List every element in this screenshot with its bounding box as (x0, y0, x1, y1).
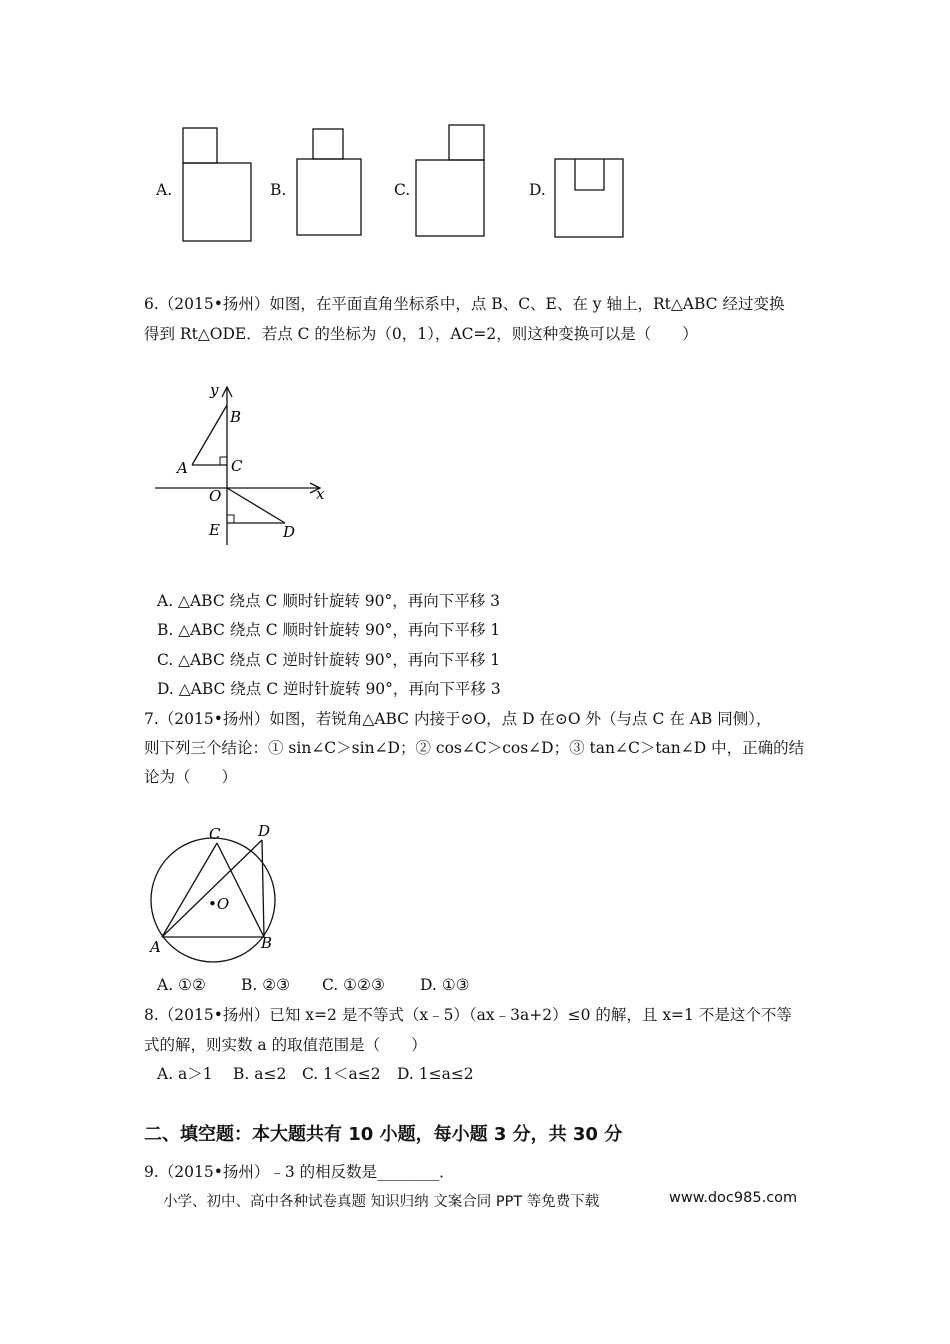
q6-option-c: C. △ABC 绕点 C 逆时针旋转 90°，再向下平移 1 (157, 651, 501, 669)
q7-label-d: D (258, 822, 271, 840)
q8-option-a: A. a＞1 (157, 1065, 213, 1083)
q5-option-c-figure (405, 115, 505, 245)
q5-option-d-figure (545, 150, 640, 245)
q6-label-y: y (210, 381, 219, 399)
q7-stem-line3: 论为（ ） (144, 768, 238, 786)
q6-label-x: x (316, 485, 325, 503)
q7-option-c: C. ①②③ (322, 976, 385, 994)
q5-option-a-figure (170, 120, 270, 250)
q5-option-d-label: D. (529, 181, 546, 199)
q8-stem-line2: 式的解，则实数 a 的取值范围是（ ） (144, 1036, 427, 1054)
q6-label-a: A (177, 459, 188, 477)
q7-stem-line2: 则下列三个结论：① sin∠C＞sin∠D；② cos∠C＞cos∠D；③ tan∠C＞tan∠D 中，正确的结 (144, 739, 805, 757)
q5-option-b-figure (285, 120, 375, 250)
q8-stem-line1: 8.（2015•扬州）已知 x=2 是不等式（x﹣5）（ax﹣3a+2）≤0 的解，且 x=1 不是这个不等 (144, 1006, 792, 1024)
q7-option-a: A. ①② (157, 976, 206, 994)
q5-option-c-label: C. (394, 181, 411, 199)
q7-label-b: B (261, 934, 273, 952)
q6-label-d: D (283, 523, 296, 541)
section-2-heading: 二、填空题：本大题共有 10 小题，每小题 3 分，共 30 分 (144, 1124, 623, 1145)
footer-promo-text: 小学、初中、高中各种试卷真题 知识归纳 文案合同 PPT 等免费下载 (163, 1194, 600, 1210)
q6-label-c: C (231, 457, 243, 475)
q8-option-c: C. 1＜a≤2 (302, 1065, 381, 1083)
q6-option-a: A. △ABC 绕点 C 顺时针旋转 90°，再向下平移 3 (157, 592, 501, 610)
q5-option-a-label: A. (156, 181, 173, 199)
q7-option-d: D. ①③ (420, 976, 470, 994)
q9-stem: 9.（2015•扬州）﹣3 的相反数是________． (144, 1163, 455, 1181)
q5-option-b-label: B. (270, 181, 287, 199)
q6-label-e: E (209, 521, 220, 539)
q8-option-d: D. 1≤a≤2 (397, 1065, 474, 1083)
q6-stem-line1: 6.（2015•扬州）如图，在平面直角坐标系中，点 B、C、E、在 y 轴上，Rt△ABC 经过变换 (144, 295, 785, 313)
q6-coordinate-figure (150, 375, 340, 550)
q8-option-b: B. a≤2 (233, 1065, 287, 1083)
q6-option-d: D. △ABC 绕点 C 逆时针旋转 90°，再向下平移 3 (157, 680, 501, 698)
q6-label-o: O (209, 487, 222, 505)
q7-label-o: •O (208, 895, 230, 913)
q7-circle-figure (140, 815, 290, 965)
q6-option-b: B. △ABC 绕点 C 顺时针旋转 90°，再向下平移 1 (157, 621, 501, 639)
q7-stem-line1: 7.（2015•扬州）如图，若锐角△ABC 内接于⊙O，点 D 在⊙O 外（与点 C 在 AB 同侧）， (144, 710, 772, 728)
q6-label-b: B (230, 408, 242, 426)
footer-website-link[interactable]: www.doc985.com (669, 1190, 798, 1206)
q7-label-c: C (209, 825, 221, 843)
q7-option-b: B. ②③ (241, 976, 291, 994)
q7-label-a: A (150, 938, 161, 956)
q6-stem-line2: 得到 Rt△ODE．若点 C 的坐标为（0，1），AC=2，则这种变换可以是（ ） (144, 325, 698, 343)
